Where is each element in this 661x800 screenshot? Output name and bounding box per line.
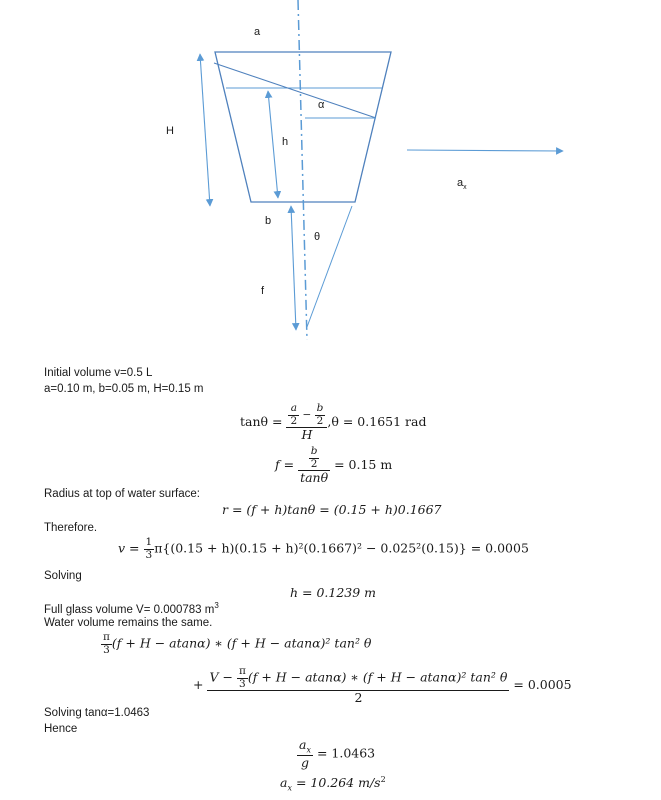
label-a: a [254, 26, 261, 38]
volume-conservation-line2: + V − $\frac{\pi}{3}$ (f + H − atanα) ∗ (f + H − atanα)² tan² θ 2 = 0.0005 [193, 665, 572, 706]
initial-volume-text: Initial volume v=0.5 L [44, 367, 153, 379]
solving-tan-alpha-text: Solving tanα=1.0463 [44, 707, 150, 719]
tan-theta-equation: tanθ = $\frac{a}{2}$ − $\frac{b}{2}$ H ,θ = 0.1651 rad [240, 402, 427, 443]
glass-outline [215, 52, 391, 202]
full-glass-volume-text: Full glass volume V= 0.000783 $m^3$ [44, 601, 219, 616]
volume-equation: v = $\frac{1}{3}$ π{(0.15 + h)(0.15 + h)²(0.1667)² − 0.025²(0.15)} = 0.0005 [118, 536, 529, 561]
water-volume-same-text: Water volume remains the same. [44, 617, 213, 629]
therefore-text: Therefore. [44, 522, 98, 534]
h-result-equation: h = 0.1239 m [290, 585, 377, 600]
H-dimension-arrow [200, 54, 210, 206]
center-axis [298, 0, 307, 340]
volume-conservation-line1: $\frac{\pi}{3}$ (f + H − atanα) ∗ (f + H − atanα)² tan² θ [103, 631, 372, 656]
f-dimension-arrow [291, 206, 296, 330]
label-alpha: α [318, 99, 325, 111]
label-H: H [166, 125, 174, 137]
acceleration-arrow [407, 150, 563, 151]
given-dimensions-text: a=0.10 m, b=0.05 m, H=0.15 m [44, 383, 204, 395]
tilted-glass-diagram [0, 0, 661, 350]
radius-intro-text: Radius at top of water surface: [44, 488, 200, 500]
label-h: h [282, 136, 289, 148]
solving-text: Solving [44, 570, 82, 582]
label-f: f [261, 285, 265, 297]
label-ax: $a_x$ [457, 177, 467, 192]
radius-equation: r = (f + h)tanθ = (0.15 + h)0.1667 [222, 502, 442, 517]
label-theta: θ [314, 231, 321, 243]
hence-text: Hence [44, 723, 78, 735]
label-b: b [265, 215, 272, 227]
cone-extension-line [307, 206, 352, 327]
ax-over-g-equation: $\frac{a_x}{g}$ = 1.0463 [299, 737, 376, 771]
h-dimension-arrow [268, 91, 278, 198]
ax-result-equation: $a_x = 10.264$ $m/s^2$ [280, 775, 386, 793]
tilted-water-surface [214, 63, 376, 118]
f-equation: f = $\frac{\frac{b}{2}}{\tan\theta}$ = 0.15 m [275, 445, 393, 486]
